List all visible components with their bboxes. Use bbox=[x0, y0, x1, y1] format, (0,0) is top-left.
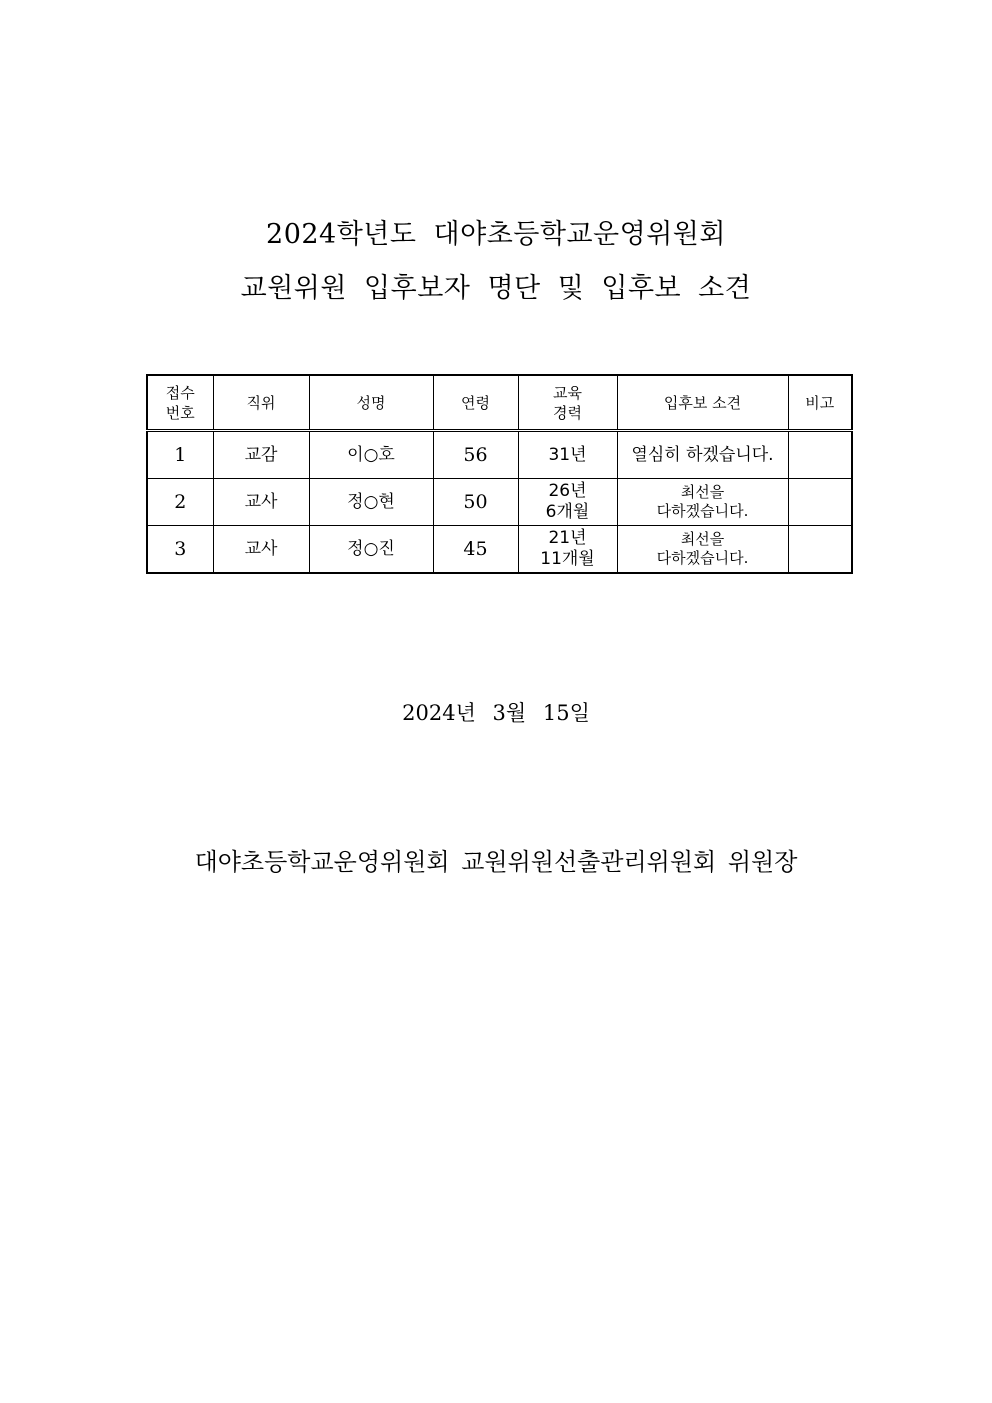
cell-age: 56 bbox=[433, 431, 518, 479]
cell-statement bbox=[617, 479, 788, 526]
career-text: 11개월 bbox=[540, 549, 595, 569]
cell-name: 이○호 bbox=[309, 431, 433, 479]
header-text: 비고 bbox=[805, 393, 835, 412]
header-career bbox=[518, 375, 617, 431]
header-text: 접수 bbox=[165, 383, 195, 402]
header-receipt-number bbox=[147, 375, 213, 431]
table-row bbox=[147, 526, 852, 574]
header-name bbox=[309, 375, 433, 431]
document-date: 2024년 3월 15일 bbox=[402, 701, 590, 725]
cell-position: 교감 bbox=[213, 431, 309, 479]
career-text: 6개월 bbox=[545, 502, 590, 522]
cell-age: 45 bbox=[433, 526, 518, 574]
career-text: 21년 bbox=[548, 528, 587, 548]
header-text: 입후보 소견 bbox=[663, 393, 742, 412]
candidate-table bbox=[146, 374, 853, 574]
candidate-table-container bbox=[146, 374, 853, 574]
cell-number: 1 bbox=[147, 431, 213, 479]
document-title-line-2: 교원위원 입후보자 명단 및 입후보 소견 bbox=[240, 273, 752, 304]
header-position bbox=[213, 375, 309, 431]
cell-career bbox=[518, 431, 617, 479]
statement-text: 열심히 하겠습니다. bbox=[631, 444, 774, 465]
header-text: 직위 bbox=[246, 393, 276, 412]
cell-statement bbox=[617, 431, 788, 479]
cell-age: 50 bbox=[433, 479, 518, 526]
cell-remark bbox=[788, 479, 852, 526]
table-row bbox=[147, 479, 852, 526]
statement-text: 최선을 bbox=[680, 483, 725, 501]
statement-text: 최선을 bbox=[680, 530, 725, 548]
cell-career bbox=[518, 479, 617, 526]
header-age bbox=[433, 375, 518, 431]
header-text: 연령 bbox=[461, 393, 490, 412]
cell-name: 정○진 bbox=[309, 526, 433, 574]
career-text: 31년 bbox=[548, 444, 587, 465]
document-title-line-1: 2024학년도 대야초등학교운영위원회 bbox=[266, 219, 726, 250]
header-text: 성명 bbox=[356, 393, 386, 412]
table-header-row bbox=[147, 375, 852, 431]
table-row bbox=[147, 431, 852, 479]
career-text: 26년 bbox=[548, 481, 587, 501]
cell-number: 2 bbox=[147, 479, 213, 526]
cell-career bbox=[518, 526, 617, 574]
cell-position: 교사 bbox=[213, 479, 309, 526]
statement-text: 다하겠습니다. bbox=[656, 549, 749, 567]
header-statement bbox=[617, 375, 788, 431]
header-text: 교육 bbox=[553, 383, 582, 402]
signer-line: 대야초등학교운영위원회 교원위원선출관리위원회 위원장 bbox=[194, 848, 798, 876]
cell-remark bbox=[788, 431, 852, 479]
cell-statement bbox=[617, 526, 788, 574]
header-text: 경력 bbox=[553, 403, 582, 422]
cell-number: 3 bbox=[147, 526, 213, 574]
header-text: 번호 bbox=[165, 403, 195, 422]
statement-text: 다하겠습니다. bbox=[656, 502, 749, 520]
header-remark bbox=[788, 375, 852, 431]
cell-remark bbox=[788, 526, 852, 574]
cell-position: 교사 bbox=[213, 526, 309, 574]
cell-name: 정○현 bbox=[309, 479, 433, 526]
